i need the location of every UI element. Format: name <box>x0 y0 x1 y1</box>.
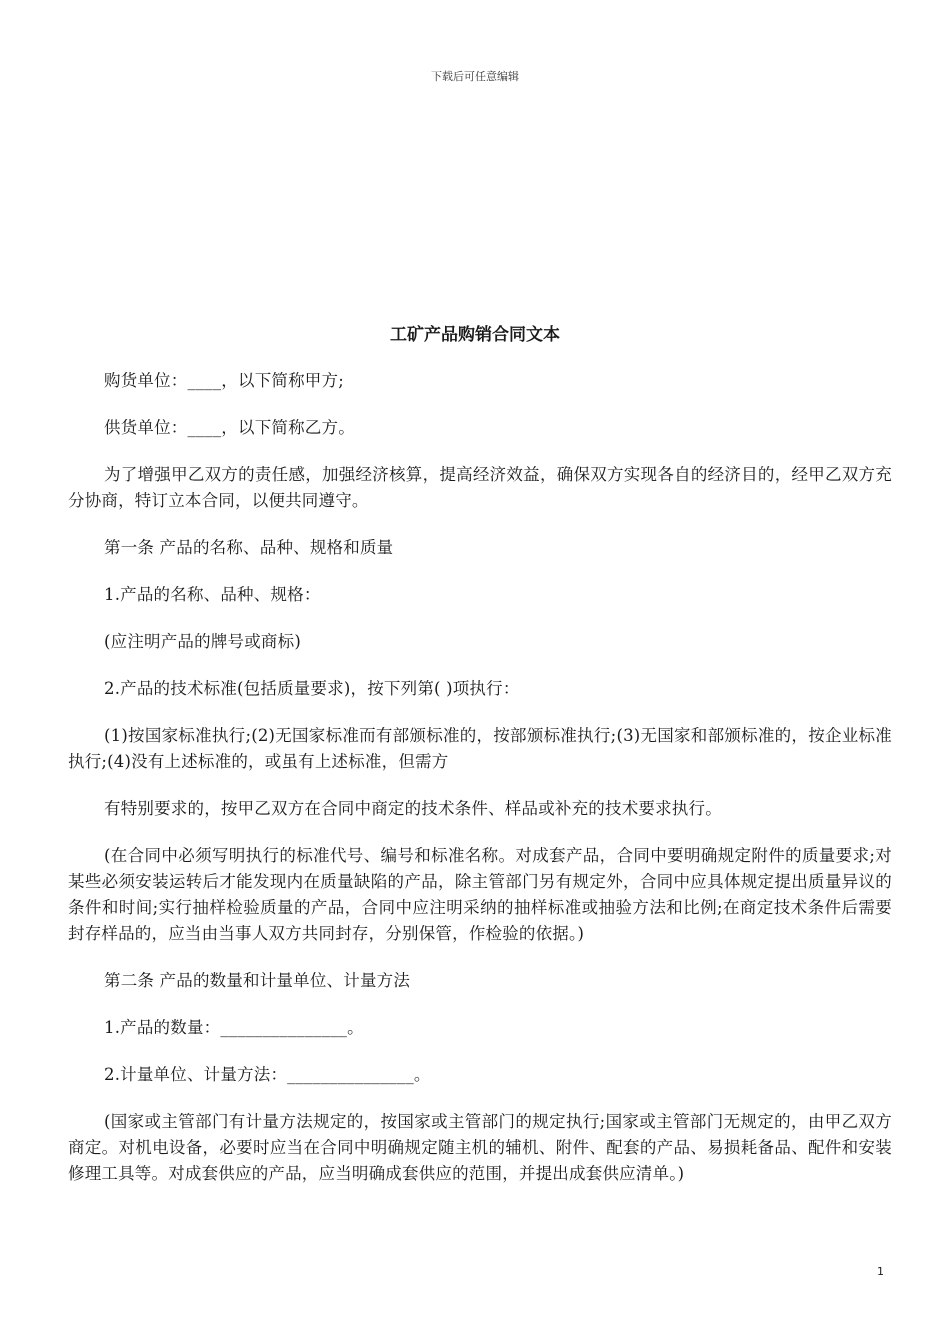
article-1-heading: 第一条 产品的名称、品种、规格和质量 <box>104 538 394 557</box>
article-2-heading: 第二条 产品的数量和计量单位、计量方法 <box>104 971 411 990</box>
paragraph-supplier: 供货单位：____，以下简称乙方。 <box>104 418 355 437</box>
page-number: 1 <box>877 1265 884 1278</box>
paragraph-buyer: 购货单位：____，以下简称甲方; <box>104 371 344 390</box>
paragraph-quantity: 1.产品的数量：_______________。 <box>104 1018 364 1037</box>
paragraph-standard-notes: (在合同中必须写明执行的标准代号、编号和标准名称。对成套产品，合同中要明确规定附件的质量要求;对某些必须安装运转后才能发现内在质量缺陷的产品，除主管部门另有规定外，合同中应具体规定提出质量异议的条件和时间;实行抽样检验质量的产品，合同中应注明采纳的抽样标准或抽验方法和比例;在商定技术条件后需要封存样品的，应当由当事人双方共同封存，分别保管，作检验的依据。) <box>68 846 892 943</box>
paragraph-special-requirements: 有特别要求的，按甲乙双方在合同中商定的技术条件、样品或补充的技术要求执行。 <box>104 799 722 818</box>
paragraph-measurement-notes: (国家或主管部门有计量方法规定的，按国家或主管部门的规定执行;国家或主管部门无规定的，由甲乙双方商定。对机电设备，必要时应当在合同中明确规定随主机的辅机、附件、配套的产品、易损耗备品、配件和安装修理工具等。对成套供应的产品，应当明确成套供应的范围，并提出成套供应清单。) <box>68 1112 892 1183</box>
document-body <box>68 368 892 1208</box>
document-title: 工矿产品购销合同文本 <box>390 325 560 345</box>
paragraph-measurement: 2.计量单位、计量方法：_______________。 <box>104 1065 431 1084</box>
paragraph-technical-standard: 2.产品的技术标准(包括质量要求)，按下列第( )项执行： <box>104 679 520 698</box>
paragraph-product-name: 1.产品的名称、品种、规格： <box>104 585 321 604</box>
paragraph-standard-options: (1)按国家标准执行;(2)无国家标准而有部颁标准的，按部颁标准执行;(3)无国家和部颁标准的，按企业标准执行;(4)没有上述标准的，或虽有上述标准，但需方 <box>68 726 892 771</box>
paragraph-preamble: 为了增强甲乙双方的责任感，加强经济核算，提高经济效益，确保双方实现各自的经济目的，经甲乙双方充分协商，特订立本合同，以便共同遵守。 <box>68 465 892 510</box>
header-note: 下载后可任意编辑 <box>431 70 519 83</box>
paragraph-brand-note: (应注明产品的牌号或商标) <box>104 632 301 651</box>
